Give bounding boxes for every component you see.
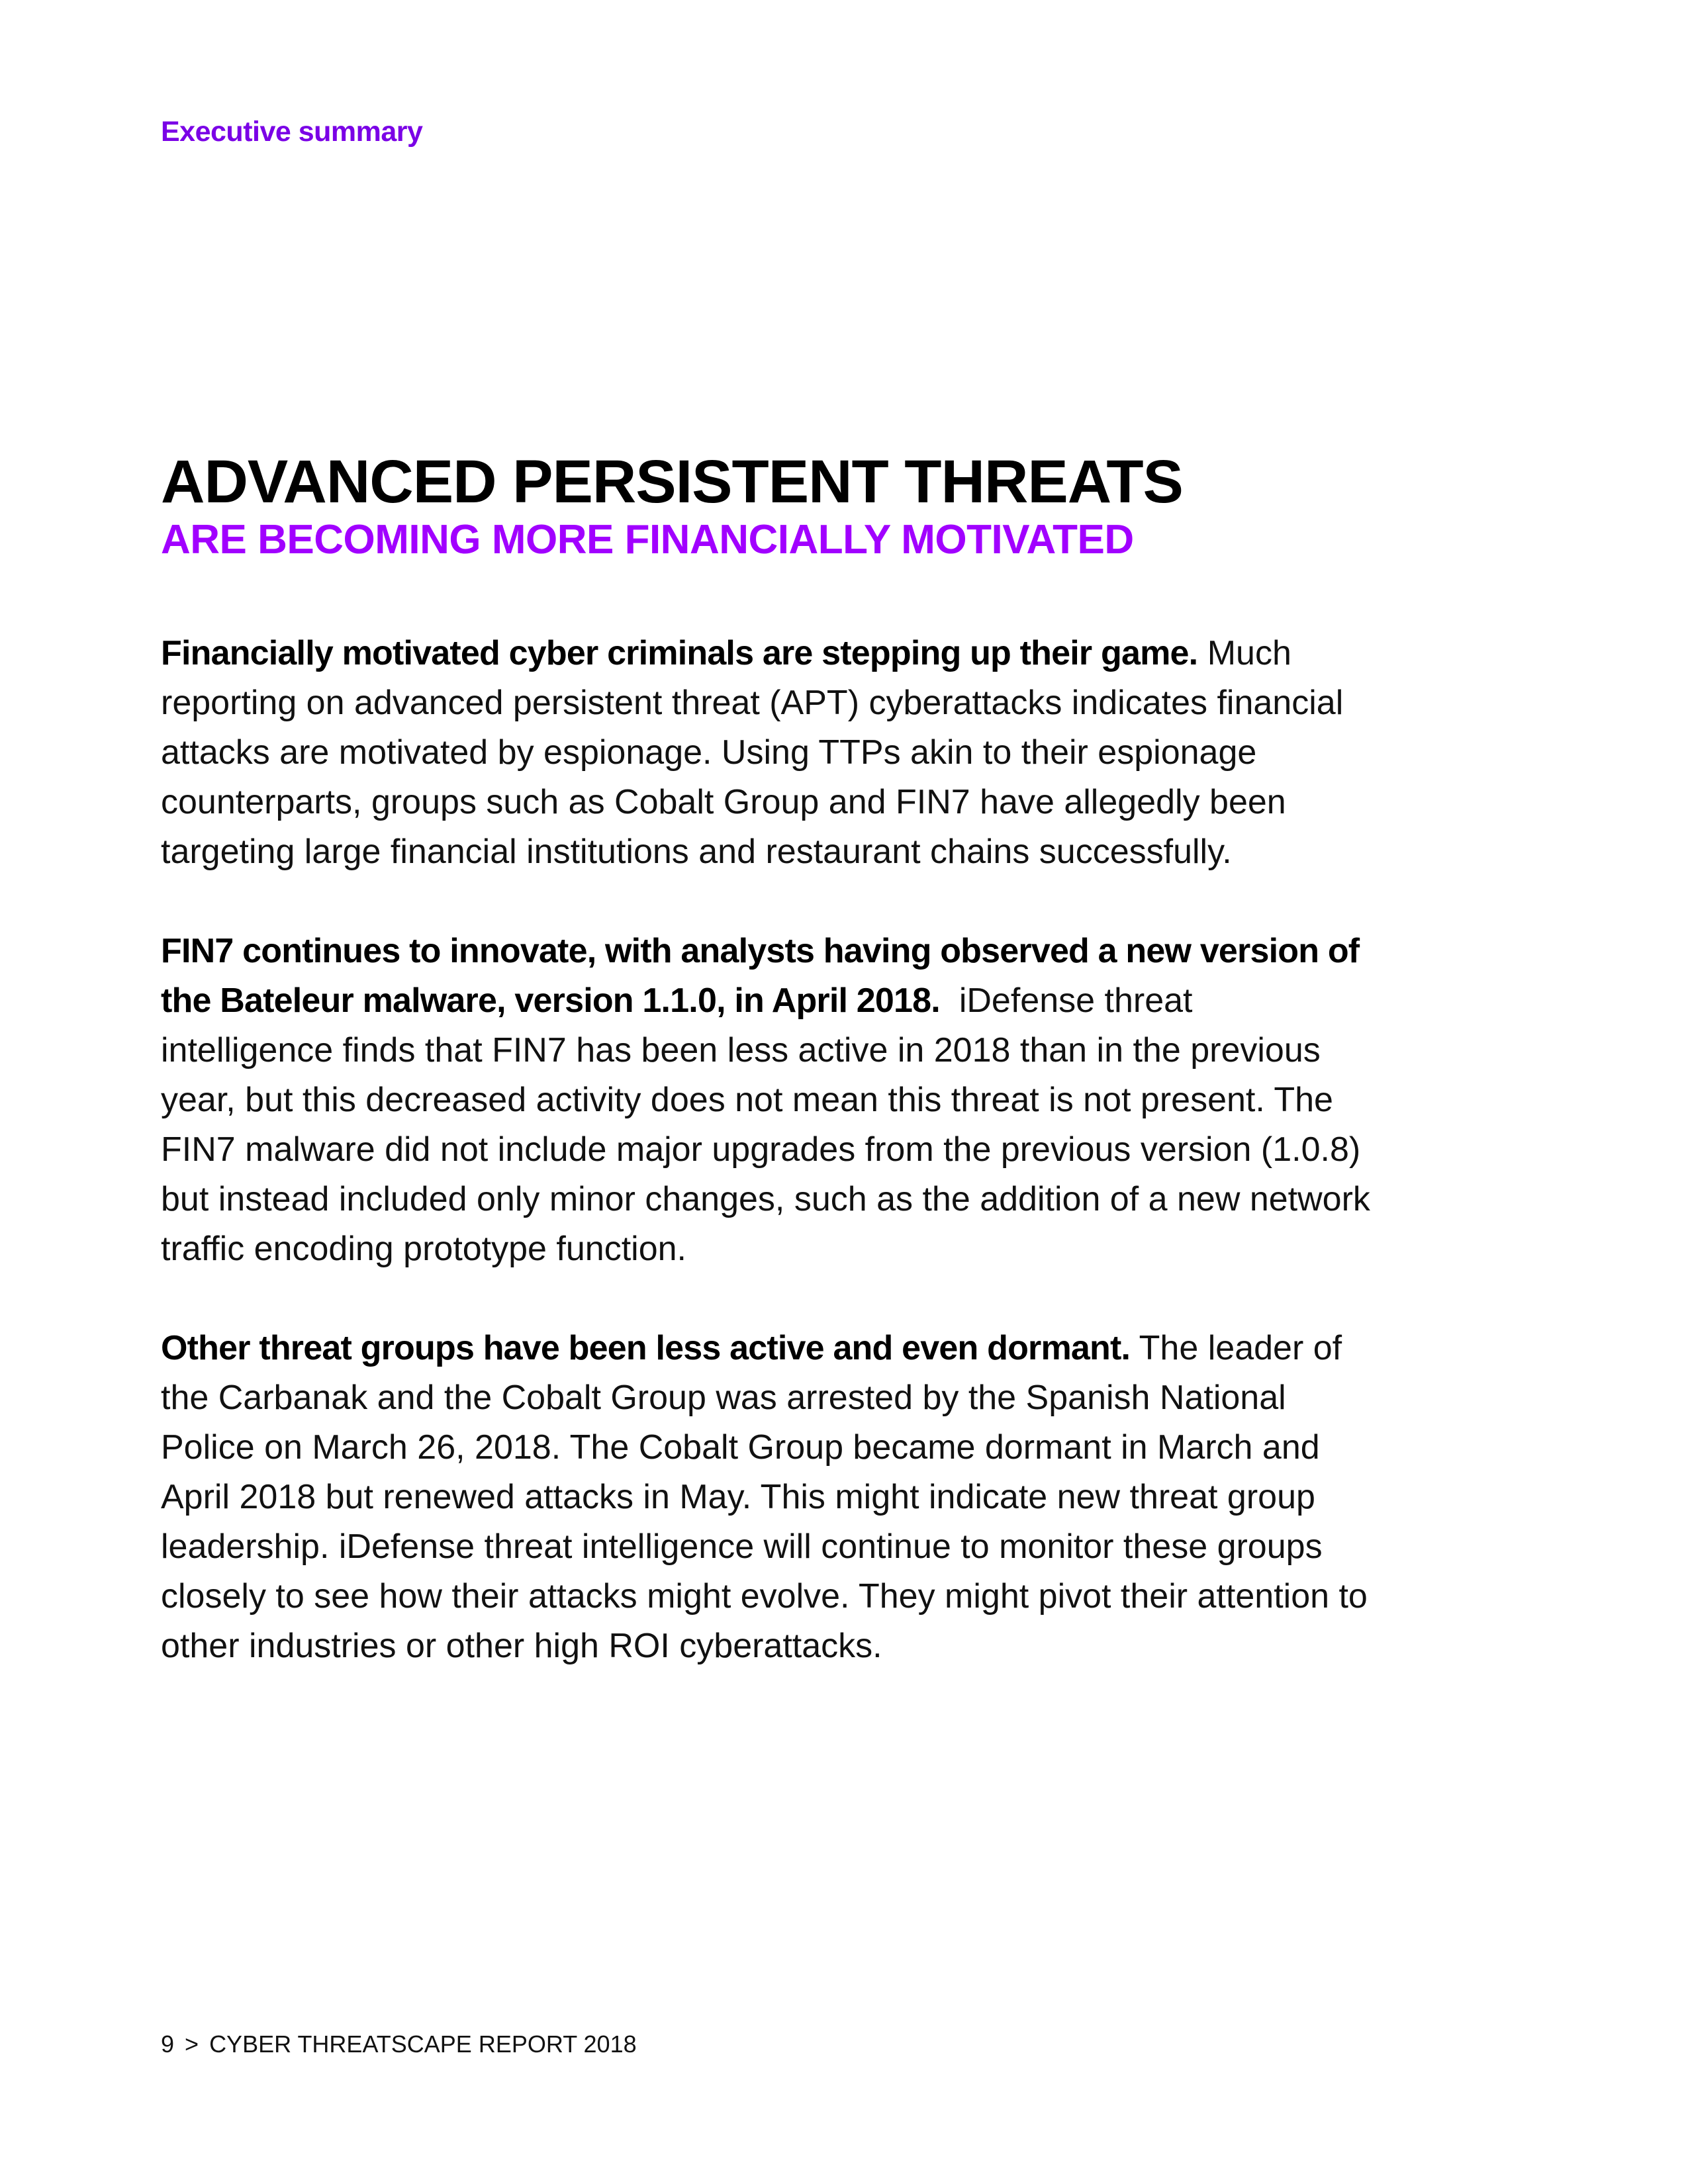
page-footer bbox=[161, 2030, 637, 2058]
paragraph-lead: FIN7 continues to innovate, with analysts having observed a new version of the Bateleur malware, version 1.1.0, in April 2018. bbox=[161, 932, 1360, 1020]
paragraph-financially-motivated bbox=[161, 629, 1372, 877]
section-label: Executive summary bbox=[161, 116, 423, 148]
paragraph-lead: Financially motivated cyber criminals are stepping up their game. bbox=[161, 634, 1198, 672]
paragraph-text: Much reporting on advanced persistent threat (APT) cyberattacks indicates financial attacks are motivated by espionage. Using TTPs akin to their espionage counterparts, groups such as Cobalt Group and FIN7 have allegedly been targeting large financial institutions and restaurant chains successfully. bbox=[161, 634, 1344, 871]
paragraph-lead: Other threat groups have been less active and even dormant. bbox=[161, 1329, 1131, 1367]
paragraph-text: iDefense threat intelligence finds that FIN7 has been less active in 2018 than in the previous year, but this decreased activity does not mean this threat is not present. The FIN7 malware did not include major upgrades from the previous version (1.0.8) but instead included only minor changes, such as the addition of a new network traffic encoding prototype function. bbox=[161, 981, 1370, 1268]
headline-main: ADVANCED PERSISTENT THREATS bbox=[161, 448, 1183, 516]
paragraph-text: The leader of the Carbanak and the Cobalt Group was arrested by the Spanish National Police on March 26, 2018. The Cobalt Group became dormant in March and April 2018 but renewed attacks in May. This might indicate new threat group leadership. iDefense threat intelligence will continue to monitor these groups closely to see how their attacks might evolve. They might pivot their attention to other industries or other high ROI cyberattacks. bbox=[161, 1329, 1368, 1665]
page-number: 9 bbox=[161, 2030, 175, 2058]
headline-subtitle: ARE BECOMING MORE FINANCIALLY MOTIVATED bbox=[161, 517, 1134, 563]
article-body bbox=[161, 629, 1372, 1721]
report-title: CYBER THREATSCAPE REPORT 2018 bbox=[209, 2030, 637, 2058]
paragraph-other-groups bbox=[161, 1324, 1372, 1671]
footer-separator: > bbox=[185, 2030, 199, 2058]
page-headline bbox=[161, 447, 1419, 564]
paragraph-fin7 bbox=[161, 927, 1372, 1274]
